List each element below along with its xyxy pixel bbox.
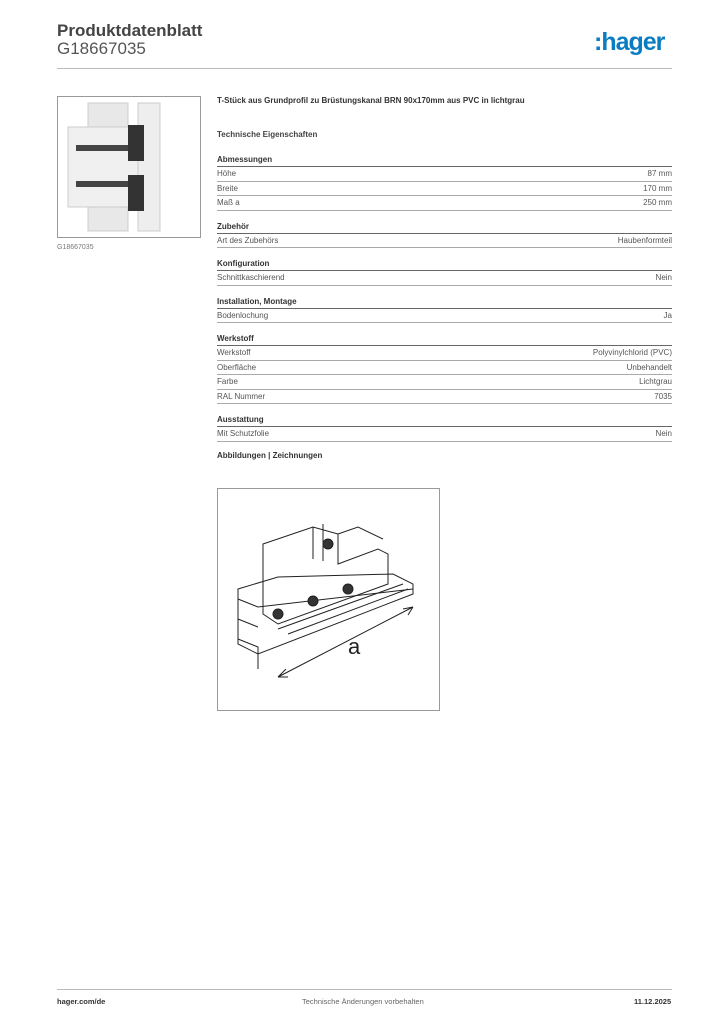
dimension-drawing bbox=[217, 488, 440, 711]
spec-label: Bodenlochung bbox=[217, 310, 269, 320]
section-title: Konfiguration bbox=[217, 257, 672, 271]
product-code: G18667035 bbox=[57, 39, 146, 58]
spec-value: Nein bbox=[655, 429, 672, 438]
spec-section bbox=[217, 257, 672, 286]
tech-heading: Technische Eigenschaften bbox=[217, 130, 318, 139]
spec-label: Schnittkaschierend bbox=[217, 273, 285, 282]
spec-row bbox=[217, 427, 672, 442]
footer-website[interactable]: hager.com/de bbox=[57, 997, 106, 1006]
spec-row bbox=[217, 361, 672, 376]
spec-value: 250 mm bbox=[643, 198, 672, 207]
section-title: Ausstattung bbox=[217, 413, 672, 427]
spec-label: Höhe bbox=[217, 169, 237, 178]
spec-row bbox=[217, 375, 672, 390]
spec-value: 170 mm bbox=[643, 183, 672, 193]
spec-row bbox=[217, 182, 672, 197]
spec-row bbox=[217, 390, 672, 405]
product-details bbox=[217, 96, 672, 460]
spec-value: 87 mm bbox=[647, 169, 672, 178]
product-thumbnail bbox=[57, 96, 201, 238]
spec-section bbox=[217, 220, 672, 249]
spec-value: Unbehandelt bbox=[626, 362, 672, 372]
spec-row bbox=[217, 196, 672, 211]
footer-date: 11.12.2025 bbox=[634, 997, 672, 1006]
footer-note: Technische Änderungen vorbehalten bbox=[302, 997, 424, 1006]
section-title: Abmessungen bbox=[217, 153, 672, 167]
spec-row bbox=[217, 346, 672, 361]
page-title: Produktdatenblatt bbox=[57, 21, 203, 40]
spec-row bbox=[217, 167, 672, 182]
spec-label: Breite bbox=[217, 183, 238, 193]
section-title: Installation, Montage bbox=[217, 295, 672, 309]
spec-row bbox=[217, 271, 672, 286]
header-divider bbox=[57, 68, 672, 69]
spec-label: Maß a bbox=[217, 198, 240, 207]
spec-section bbox=[217, 295, 672, 324]
spec-row bbox=[217, 234, 672, 249]
spec-label: Mit Schutzfolie bbox=[217, 429, 270, 438]
spec-value: Haubenformteil bbox=[617, 235, 672, 245]
section-title: Zubehör bbox=[217, 220, 672, 234]
spec-value: Polyvinylchlorid (PVC) bbox=[592, 348, 672, 357]
spec-row bbox=[217, 309, 672, 324]
spec-label: RAL Nummer bbox=[217, 391, 266, 401]
spec-value: Nein bbox=[655, 273, 672, 282]
dimension-label: a bbox=[348, 634, 361, 659]
product-description: T-Stück aus Grundprofil zu Brüstungskanal BRN 90x170mm aus PVC in lichtgrau bbox=[217, 96, 525, 105]
spec-value: Lichtgrau bbox=[639, 377, 672, 386]
spec-section bbox=[217, 153, 672, 211]
hager-logo: :hager bbox=[594, 28, 665, 56]
spec-value: Ja bbox=[663, 310, 672, 320]
spec-label: Art des Zubehörs bbox=[217, 235, 279, 245]
spec-section bbox=[217, 413, 672, 442]
spec-value: 7035 bbox=[654, 391, 672, 401]
spec-label: Farbe bbox=[217, 377, 238, 386]
drawings-heading: Abbildungen | Zeichnungen bbox=[217, 450, 323, 460]
thumbnail-caption: G18667035 bbox=[57, 244, 94, 251]
section-title: Werkstoff bbox=[217, 332, 672, 346]
spec-section bbox=[217, 332, 672, 404]
spec-label: Werkstoff bbox=[217, 348, 251, 357]
spec-label: Oberfläche bbox=[217, 362, 257, 372]
footer-divider bbox=[57, 989, 672, 990]
